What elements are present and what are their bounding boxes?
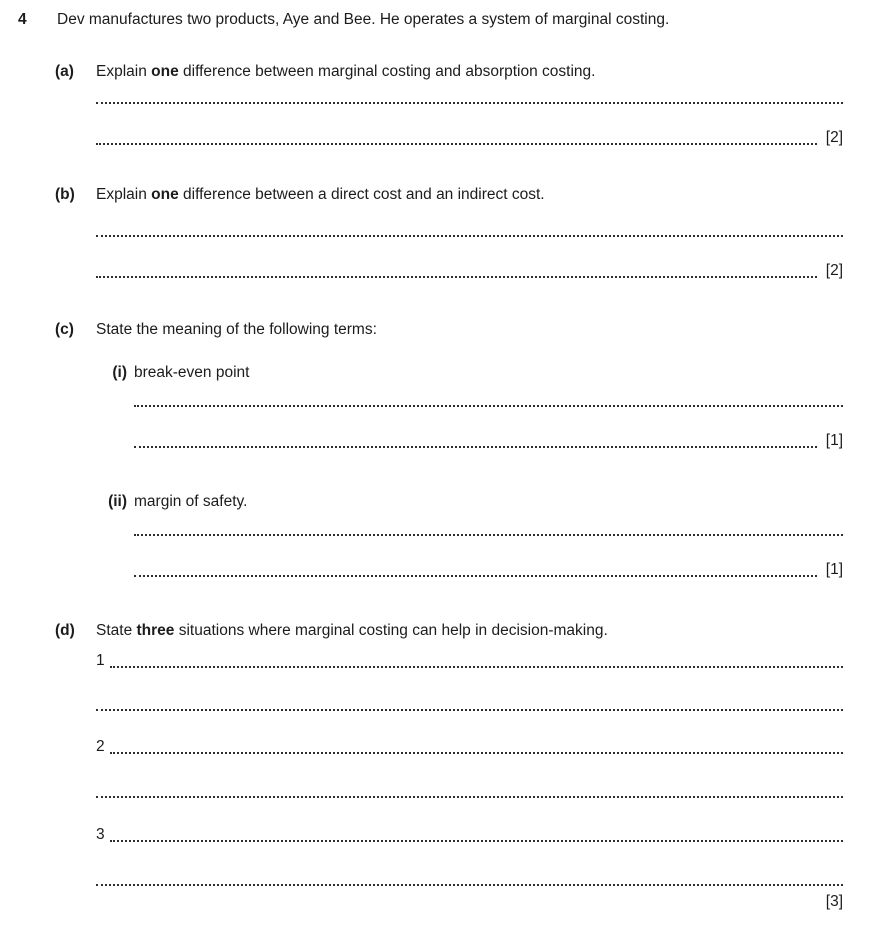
part-a-label: (a) [55,63,74,80]
answer-line [134,514,843,539]
part-d-prompt-post: situations where marginal costing can help in decision-making. [174,622,608,639]
item-number: 3 [96,826,105,843]
answer-line [134,555,843,580]
answer-line [134,385,843,410]
item-number: 2 [96,738,105,755]
part-b-prompt-pre: Explain [96,186,152,203]
part-b-header [55,185,843,205]
question-number: 4 [18,11,27,28]
answer-line [96,123,843,148]
part-b-prompt-bold: one [151,186,179,203]
item-number: 1 [96,652,105,669]
part-b-prompt [96,185,545,205]
dotted-leader [134,446,817,448]
marks-badge: [2] [825,262,843,279]
dotted-leader [96,276,817,278]
part-a-prompt-bold: one [151,63,179,80]
dotted-leader [96,102,843,104]
part-c-sub-ii-header [93,492,843,512]
dotted-leader [96,143,817,145]
marks-badge: [1] [825,561,843,578]
sub-i-label: (i) [112,364,127,381]
dotted-leader [96,709,843,711]
part-d-prompt [96,621,608,641]
dotted-leader [134,575,817,577]
part-a-prompt [96,62,595,82]
part-c-prompt: State the meaning of the following terms: [96,321,377,338]
part-c-label: (c) [55,321,74,338]
part-c-header [55,320,843,340]
part-d-prompt-bold: three [136,622,175,639]
answer-line [96,82,843,107]
answer-line [134,426,843,451]
answer-line [96,256,843,281]
part-d-marks-row [18,892,843,912]
dotted-leader [96,796,843,798]
question-intro-row [18,10,843,30]
sub-ii-label: (ii) [108,493,127,510]
question-intro: Dev manufactures two products, Aye and Bee. He operates a system of marginal costing. [57,11,670,28]
answer-line [96,864,843,889]
part-c-sub-i-header [93,363,843,383]
part-d-prompt-pre: State [96,622,137,639]
sub-i-text: break-even point [134,364,250,381]
part-b-prompt-post: difference between a direct cost and an indirect cost. [178,186,545,203]
marks-badge: [1] [825,432,843,449]
part-a-prompt-post: difference between marginal costing and absorption costing. [178,63,596,80]
part-d-label: (d) [55,622,75,639]
marks-badge: [3] [825,893,843,910]
answer-line [96,215,843,240]
dotted-leader [110,752,843,754]
dotted-leader [134,405,843,407]
dotted-leader [110,666,843,668]
answer-line-numbered [96,646,843,671]
answer-line-numbered [96,732,843,757]
answer-line-numbered [96,820,843,845]
dotted-leader [110,840,843,842]
answer-line [96,689,843,714]
answer-line [96,776,843,801]
part-a-header [55,62,843,82]
part-b-label: (b) [55,186,75,203]
marks-badge: [2] [825,129,843,146]
dotted-leader [134,534,843,536]
dotted-leader [96,235,843,237]
sub-ii-text: margin of safety. [134,493,248,510]
part-d-header [55,621,843,641]
dotted-leader [96,884,843,886]
part-a-prompt-pre: Explain [96,63,152,80]
